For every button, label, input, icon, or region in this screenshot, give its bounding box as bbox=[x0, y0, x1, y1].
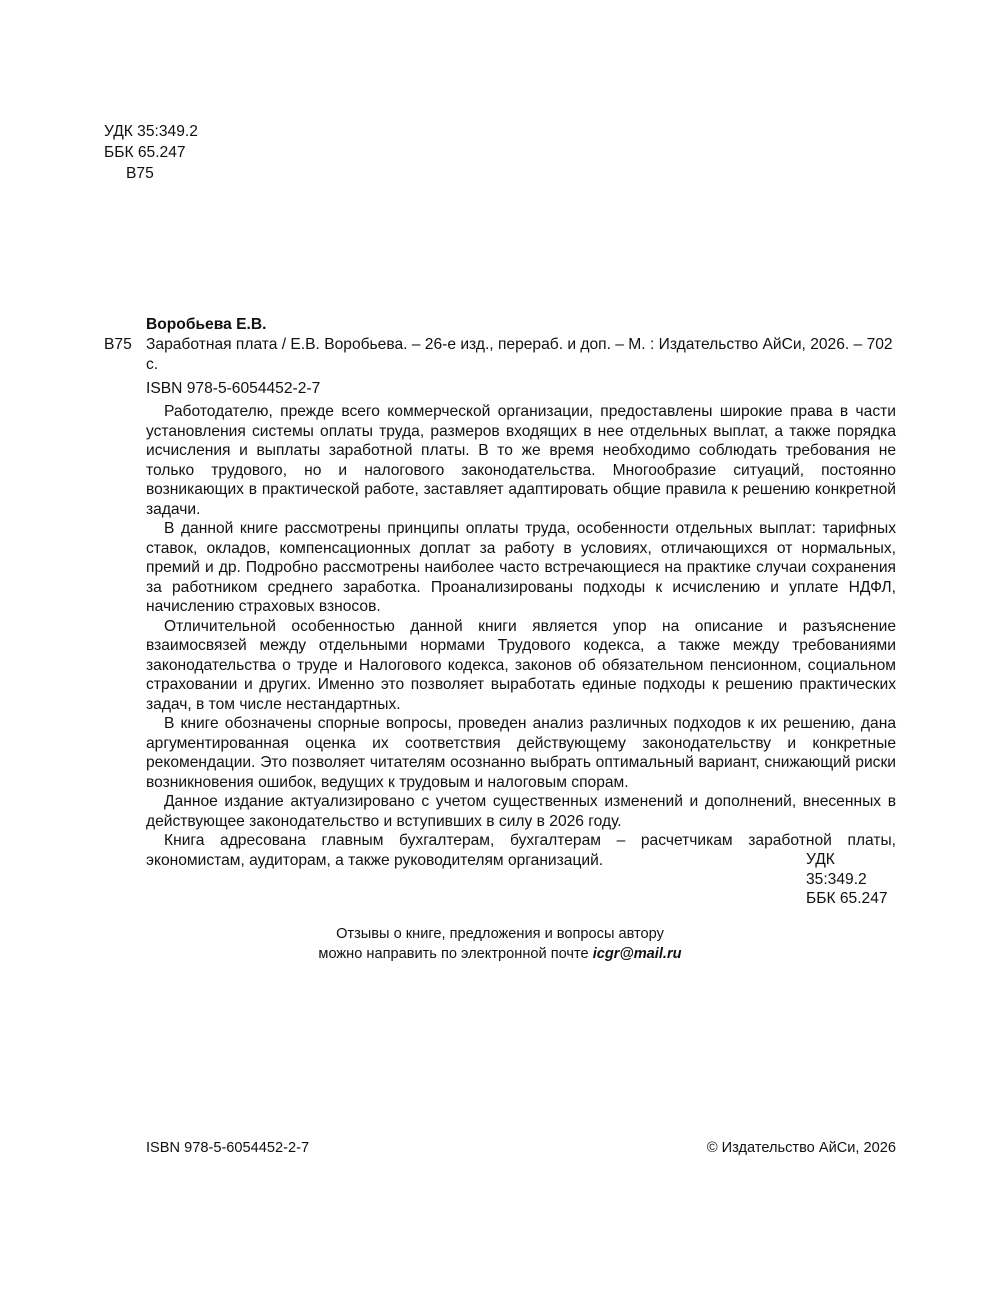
abstract-paragraph: Работодателю, прежде всего коммерческой организации, предоставлены широкие права в части установления системы оплаты труда, размеров входящих в нее отдельных выплат, а также порядка исчисления и выплаты заработной платы. В то же время необходимо соблюдать требования не только трудового, но и налогового законодательства. Многообразие ситуаций, постоянно возникающих в практической работе, заставляет адаптировать общие правила к решению конкретной задачи. bbox=[146, 403, 896, 518]
abstract-paragraph: Книга адресована главным бухгалтерам, бухгалтерам – расчетчикам заработной платы, экономистам, аудиторам, а также руководителям организаций. bbox=[146, 832, 896, 869]
author-code: В75 bbox=[126, 165, 154, 182]
footer-copyright: © Издательство АйСи, 2026 bbox=[706, 1140, 896, 1156]
entry-code: В75 bbox=[104, 336, 132, 353]
bibliographic-entry bbox=[104, 314, 896, 870]
top-classification-codes bbox=[104, 121, 198, 184]
feedback-line-1: Отзывы о книге, предложения и вопросы автору bbox=[336, 926, 664, 942]
bottom-udk-code: УДК 35:349.2 bbox=[806, 851, 867, 888]
bottom-classification-codes bbox=[806, 850, 896, 909]
bbk-code: ББК 65.247 bbox=[104, 144, 186, 161]
author-email: icgr@mail.ru bbox=[592, 946, 682, 962]
udk-code: УДК 35:349.2 bbox=[104, 123, 198, 140]
author-name: Воробьева Е.В. bbox=[146, 316, 267, 333]
abstract-paragraph: В данной книге рассмотрены принципы оплаты труда, особенности отдельных выплат: тарифных ставок, окладов, компенсационных доплат за работу в условиях, отличающихся от нормальных, премий и др. Подробно рассмотрены наиболее часто встречающиеся на практике случаи сохранения за работником среднего заработка. Проанализированы подходы к исчислению и уплате НДФЛ, начислению страховых взносов. bbox=[146, 520, 896, 615]
abstract-paragraph: В книге обозначены спорные вопросы, проведен анализ различных подходов к их решению, дана аргументированная оценка их соответствия действующему законодательству и конкретные рекомендации. Это позволяет читателям осознанно выбрать оптимальный вариант, снижающий риски возникновения ошибок, ведущих к трудовым и налоговым спорам. bbox=[146, 715, 896, 791]
abstract bbox=[146, 402, 896, 870]
abstract-paragraph: Данное издание актуализировано с учетом существенных изменений и дополнений, внесенных в действующее законодательство и вступивших в силу в 2026 году. bbox=[146, 793, 896, 830]
feedback-note bbox=[0, 924, 1000, 964]
abstract-paragraph: Отличительной особенностью данной книги является упор на описание и разъяснение взаимосвязей между отдельными нормами Трудового кодекса, а также между требованиями законодательства о труде и Налогового кодекса, законов об обязательном пенсионном, социальном страховании и других. Именно это позволяет выработать единые подходы к решению практических задач, в том числе нестандартных. bbox=[146, 617, 896, 713]
feedback-prefix: можно направить по электронной почте bbox=[318, 946, 593, 962]
bottom-bbk-code: ББК 65.247 bbox=[806, 890, 888, 907]
feedback-line-2 bbox=[0, 944, 1000, 964]
footer-isbn: ISBN 978-5-6054452-2-7 bbox=[146, 1140, 310, 1156]
description-row bbox=[104, 335, 896, 374]
entry-isbn: ISBN 978-5-6054452-2-7 bbox=[146, 380, 321, 397]
bibliographic-description: Заработная плата / Е.В. Воробьева. – 26-е изд., перераб. и доп. – М. : Издательство АйСи, 2026. – 702 с. bbox=[146, 336, 893, 373]
